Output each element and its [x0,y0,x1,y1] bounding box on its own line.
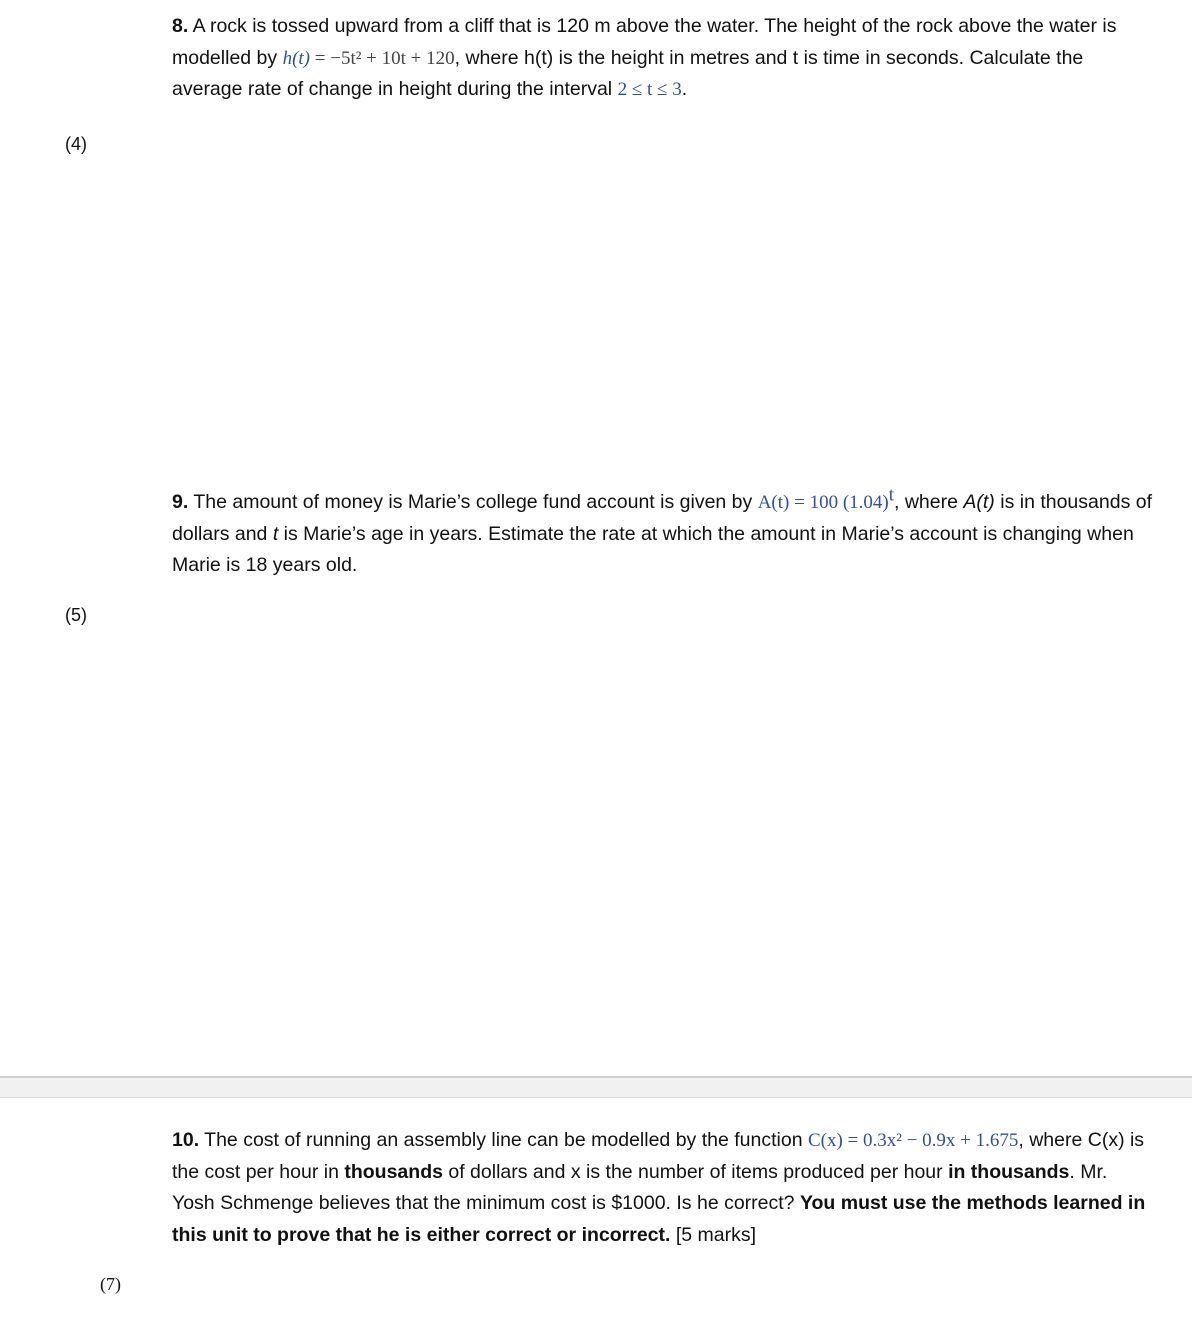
question-9-formula: A(t) = 100 (1.04) [757,492,889,513]
question-8-formula-lhs: h(t) [282,47,311,69]
question-10-text-3: of dollars and x is the number of items produced per hour [442,1160,949,1183]
question-8-text-2: , where h(t) is the height in metres and t is time in seconds. Calculate the average rate of change in height during the interval [172,46,1084,100]
question-9-text-4: is Marie’s age in years. Estimate the rate at which the amount in Marie’s account is changing when Marie is 18 years old. [172,522,1134,576]
question-8-text-1: A rock is tossed upward from a cliff that is 120 m above the water. The height of the rock above the water is modelled by [172,15,1117,69]
question-10-formula: C(x) = 0.3x² − 0.9x + 1.675 [807,1130,1019,1151]
question-10-bold-2: in thousands [948,1160,1070,1183]
question-8 [172,11,1152,106]
question-9-text-2: , where [894,491,964,513]
question-8-marks: (4) [65,134,87,154]
question-10-text-4: . Mr. Yosh Schmenge believes that the minimum cost is $1000. Is he correct? [172,1160,1108,1214]
question-10-bold-3: You must use the methods learned in this unit to prove that he is either correct or incorrect. [172,1192,1146,1246]
question-10-marks: (7) [100,1274,121,1294]
question-8-interval: 2 ≤ t ≤ 3 [617,79,682,100]
question-10-text-5: [5 marks] [670,1223,757,1246]
question-10-text-2: , where C(x) is the cost per hour in [172,1129,1145,1183]
question-8-text-3: . [681,78,688,100]
question-9-text-3: is in thousands of dollars and [172,491,1152,545]
question-10 [172,1125,1152,1251]
question-8-number: 8. [172,15,189,37]
question-10-number: 10. [172,1129,200,1151]
page-divider [0,1076,1192,1098]
question-9-exponent: t [888,484,895,506]
question-9-number: 9. [172,491,189,513]
question-9-text-1: The amount of money is Marie’s college fund account is given by [188,491,758,513]
question-10-bold-1: thousands [344,1160,443,1183]
question-10-text-1: The cost of running an assembly line can be modelled by the function [199,1129,808,1151]
question-9-var-a: A(t) [963,491,995,513]
question-9 [172,484,1152,582]
question-8-formula-rhs: = −5t² + 10t + 120 [310,47,455,69]
question-9-marks: (5) [65,605,87,625]
question-9-var-t: t [272,522,279,545]
